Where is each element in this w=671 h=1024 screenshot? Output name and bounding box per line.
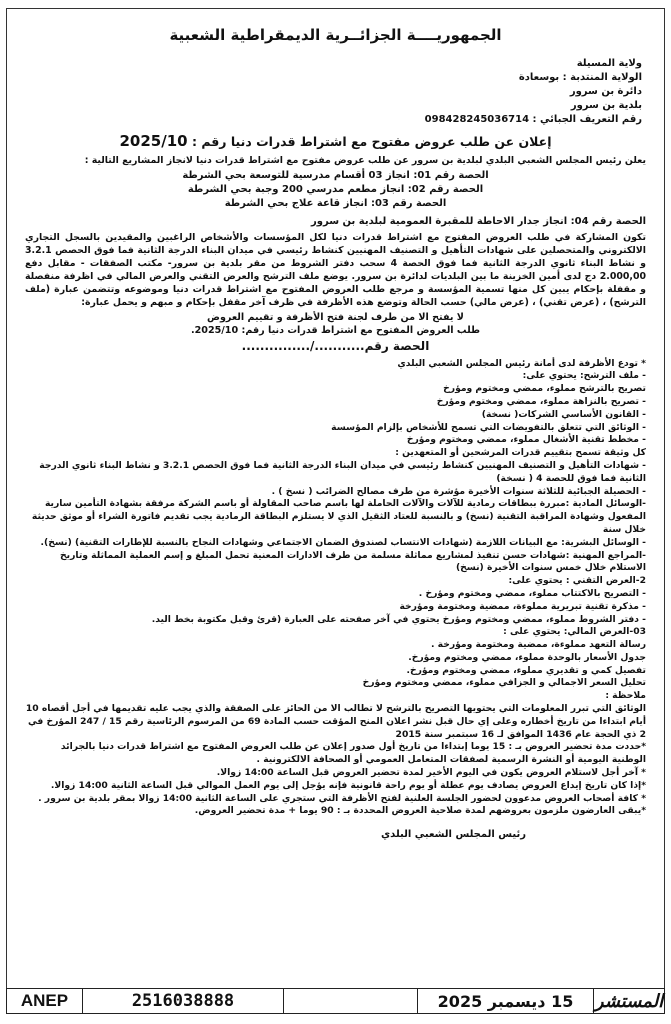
body-line: *حددت مدة تحضير العروض بـ : 15 يوما إبتداءا من تاريخ أول صدور إعلان عن طلب العروض المفتوح مع اشتراط قدرات دنيا بالجرائد الوطنية اليومية أو النشرة الرسمية لصفقات المتعامل العمومي أو الصحافة الالكترونية .	[60, 741, 646, 766]
body-line: - ملف الترشح: يحتوي على:	[522, 370, 646, 382]
body-line: تحليل السعر الاجمالي و الجزافي مملوء، ممضي ومختوم ومؤرخ	[362, 677, 646, 689]
signature: رئيس المجلس الشعبي البلدي	[381, 829, 526, 841]
body-line: *يبقى العارضون ملزمون بعروضهم لمدة صلاحية العروض المحددة بـ : 90 يوما + مدة تحضير العروض.	[194, 805, 646, 817]
body-line: - التصريح بالاكتتاب مملوء، ممضي ومختوم ومؤرخ .	[418, 587, 646, 599]
body-line: - الوسائل البشرية: مع البيانات اللازمة (شهادات الانتساب لصندوق الضمان الاجتماعي وشهادات النجاح بالنسبة للإطارات التقنية) (نسخ).	[40, 536, 646, 548]
republic-title: الجمهوريــــة الجزائــرية الديمقراطية الشعبية	[169, 26, 502, 44]
administration-block	[25, 57, 646, 127]
delegated-wilaya: الولاية المنتدبة : بوسعادة	[518, 71, 642, 83]
body-line: رسالة التعهد مملوءة، ممضية ومختومة ومؤرخة .	[430, 639, 646, 651]
commune: بلدية بن سرور	[570, 99, 642, 111]
tender-notice	[7, 9, 664, 842]
envelope-line-2: طلب العروض المفتوح مع اشتراط قدرات دنيا رقم: 2025/10.	[190, 325, 481, 337]
footer-spacer	[284, 989, 417, 1013]
newspaper-footer	[6, 988, 665, 1014]
notice-number: 2025/10	[119, 131, 188, 150]
body-line: - شهادات التأهيل و التصنيف المهنيين كنشاط رئيسي في ميدان البناء الدرجة الثانية فما فوق الحصص 3.2.1 و نشاط البناء ثانوي الدرجة الثانية فما فوق للحصة 4 ( نسخة)	[39, 459, 646, 484]
body-line: 2-العرض التقني : يحتوي على:	[508, 575, 646, 587]
body-line: كل وثيقة تسمح بتقييم قدرات المرشحين أو المتعهدين :	[395, 447, 646, 459]
body-line: - الوثائق التي تتعلق بالتفويضات التي تسمح للأشخاص بإلزام المؤسسة	[331, 421, 646, 433]
body-line: تصريح بالترشح مملوء، ممضي ومختوم ومؤرخ	[443, 383, 646, 395]
body-line: * تودع الأظرفة لدى أمانة رئيس المجلس الشعبي البلدي	[397, 357, 646, 369]
body-line: *إذا كان تاريخ إيداع العروض يصادف يوم عطلة أو يوم راحة قانونية فإنه يؤجل إلى يوم العمل الموالي قبل الساعة الثانية 14:00 زوالا.	[50, 779, 646, 791]
publication-date: 15 ديسمبر 2025	[417, 989, 594, 1013]
body-line: - القانون الأساسي الشركات( نسخة)	[481, 408, 646, 420]
lot-2: الحصة رقم 02: انجاز مطعم مدرسي 200 وجبة بحي الشرطة	[187, 184, 484, 196]
body-line: - تصريح بالنزاهة مملوء، ممضي ومختوم ومؤرخ	[436, 395, 646, 407]
body-line: -الوسائل المادية :مبررة ببطاقات رمادية للآلات والآلات الحاملة لها باسم صاحب المقاولة أو باسم الشركة مرفقة بشهادة التأمين سارية المفعول وشهادة المراقبة التقنية (نسخ) و بالنسبة للعتاد الثقيل الذي لا يستلزم البطاقة الرمادية يجب تقديم فاتورة الشراء أو موثق حديثة خلال سنة	[31, 498, 646, 535]
body-line: ملاحظة :	[605, 690, 646, 702]
notice-frame	[6, 8, 665, 1014]
body-line: - مخطط تقنية الأشغال مملوء، ممضي ومختوم ومؤرخ	[406, 434, 646, 446]
envelope-line-1: لا يفتح الا من طرف لجنة فتح الأظرفة و تقييم العروض	[207, 311, 464, 323]
notice-headline	[25, 131, 646, 150]
participation-paragraph: تكون المشاركة في طلب العروض المفتوح مع اشتراط قدرات دنيا لكل المؤسسات والأشخاص الراغبين والمقيدين بالسجل التجاري الالكتروني والمتحصلين على شهادات التأهيل و التصنيف المهنيين كنشاط رئيسي في ميدان البناء الدرجة الثانية فما فوق الحصص 3.2.1 و نشاط البناء ثانوي الدرجة الثانية فما فوق الحصة 4 سحب دفتر الشروط من مقر بلدية بن سرور- مكتب الصفقات - مقابل دفع 2.000,00 دج لدى أمين الخزينة ما بين البلديات لدائرة بن سرور. يوضع ملف الترشح والعرض التقني والعرض المالي في اظرفة منفصلة و مقفلة بإحكام يبين كل منها تسمية المؤسسة و مرجع طلب العروض المفتوح مع اشتراط قدرات دنيا وموضوعه وتتضمن عبارة (ملف الترشح) ، (عرض تقني) ، (عرض مالي) حسب الحالة وتوضع هذه الأظرفة في ظرف آخر مقفل بإحكام و مبهم و يحمل عبارة:	[25, 231, 646, 308]
newspaper-logo: المستشر	[594, 990, 664, 1012]
body-line: - دفتر الشروط مملوء، ممضي ومختوم ومؤرخ يحتوي في آخر صفحته على العبارة (قرئ وقبل مكتوبة بخط اليد.	[151, 613, 646, 625]
daira: دائرة بن سرور	[569, 85, 642, 97]
anep-reference: 2516038888	[83, 989, 284, 1013]
notice-intro: يعلن رئيس المجلس الشعبي البلدي لبلدية بن سرور عن طلب عروض مفتوح مع اشتراط قدرات دنيا لانجاز المشاريع التالية :	[84, 155, 646, 167]
lot-4: الحصة رقم 04: انجاز جدار الاحاطة للمقبرة العمومية لبلدية بن سرور	[311, 216, 646, 228]
body-line: - مذكرة تقنية تبريرية مملوءة، ممضية ومختومة ومؤرخة	[399, 600, 646, 612]
body-line: -المراجع المهنية :شهادات حسن تنفيذ لمشاريع مماثلة مسلمة من طرف الادارات المعنية تحمل المبلغ و إسم العملية المماثلة وتاريخ الاستلام خلال خمس سنوات الأخيرة (نسخ)	[60, 549, 646, 574]
fiscal-id: رقم التعريف الجبائي : 098428245036714	[424, 113, 642, 125]
wilaya: ولاية المسيلة	[576, 57, 642, 69]
lot-1: الحصة رقم 01: انجاز 03 أقسام مدرسية للتوسعة بحي الشرطة	[182, 170, 489, 182]
headline-text: إعلان عن طلب عروض مفتوح مع اشتراط قدرات دنيا رقم :	[191, 133, 552, 149]
lot-field: الحصة رقم.........../...............	[241, 338, 430, 353]
lot-3: الحصة رقم 03: انجاز قاعة علاج بحي الشرطة	[224, 198, 447, 210]
body-line: * آخر أجل لاستلام العروض يكون في اليوم الأخير لمدة تحضير العروض قبل الساعة 14:00 زوالا.	[216, 767, 646, 779]
body-line: - الحصيلة الجبائية للثلاثة سنوات الأخيرة مؤشرة من طرف مصالح الضرائب ( نسخ ) .	[271, 485, 646, 497]
body-line: 03-العرض المالي: يحتوي على :	[503, 626, 646, 638]
body-line: * كافة أصحاب العروض مدعوون لحضور الجلسة العلنية لفتح الأظرفة التي ستجري على الساعة الثانية 14:00 زوالا بمقر بلدية بن سرور .	[38, 792, 646, 804]
body-line: الوثائق التي تبرر المعلومات التي يحتويها التصريح بالترشح لا تطالب الا من الحائز على الصفقة والذي يجب عليه تقديمها في أجل أقصاه 10 أيام ابتداءا من تاريخ أخطاره وعلى إي حال قبل نشر اعلان المنح المؤقت حسب المادة 69 من المرسوم الرئاسية رقم 15 / 247 المؤرخ في 2 ذي الحجة عام 1436 الموافق لـ 16 سبتمبر سنة 2015	[25, 703, 646, 740]
anep-label: ANEP	[7, 989, 83, 1013]
body-line: جدول الأسعار بالوحدة مملوء، ممضي ومختوم ومؤرخ.	[408, 651, 646, 663]
body-lines	[25, 358, 646, 819]
body-line: تفصيل كمي و تقديري مملوء، ممضي ومختوم ومؤرخ.	[406, 664, 646, 676]
